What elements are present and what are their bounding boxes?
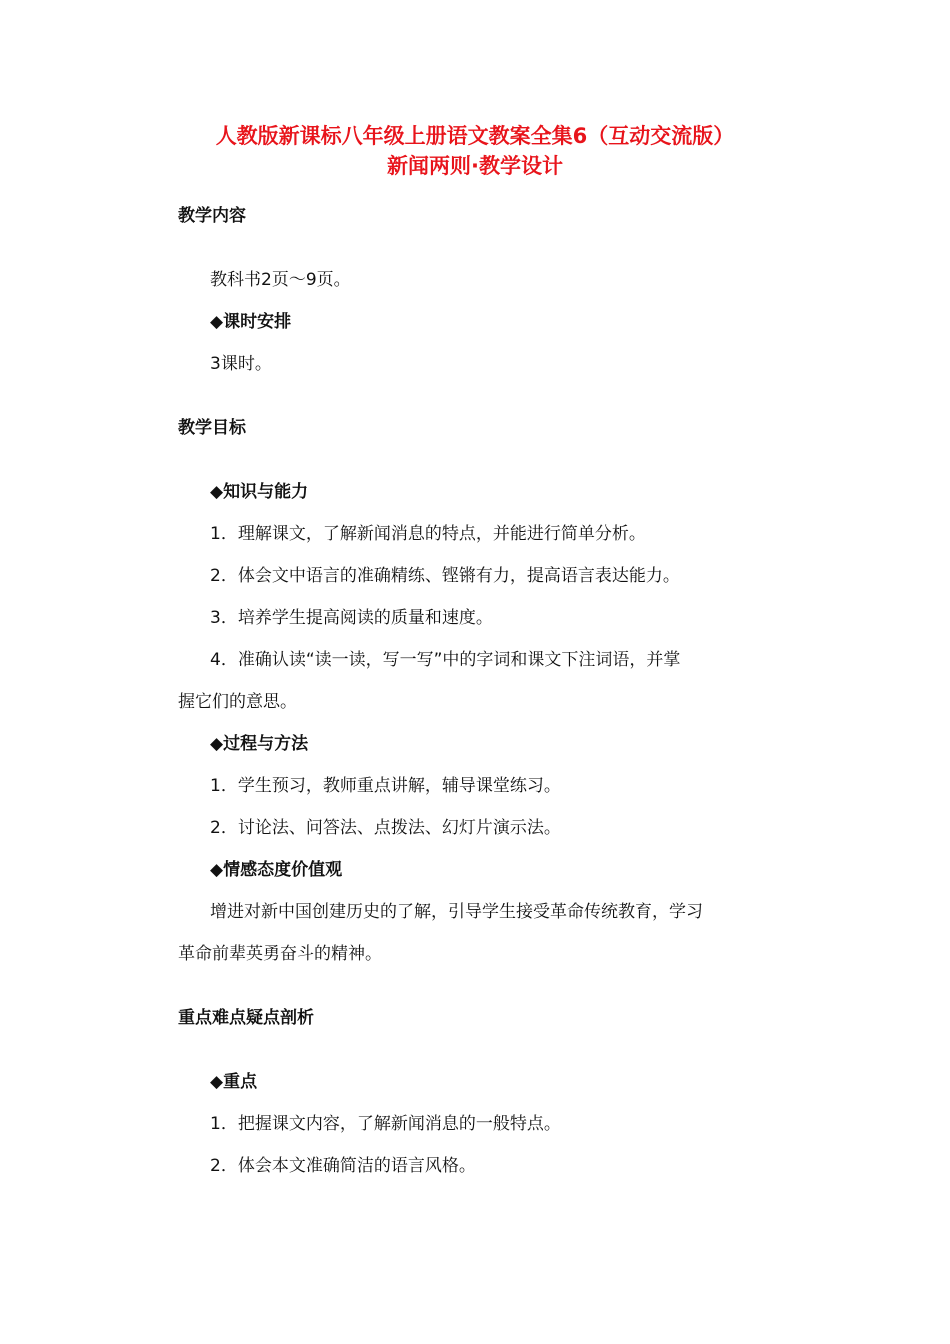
list-item: 4．准确认读“读一读，写一写”中的字词和课文下注词语，并掌 xyxy=(210,650,681,670)
list-item: 2．体会文中语言的准确精练、铿锵有力，提高语言表达能力。 xyxy=(210,566,680,586)
paragraph-line: 增进对新中国创建历史的了解，引导学生接受革命传统教育，学习 xyxy=(210,902,703,922)
list-item: 1．学生预习，教师重点讲解，辅导课堂练习。 xyxy=(210,776,561,796)
section-heading-content: 教学内容 xyxy=(178,206,246,226)
subheading-process: ◆过程与方法 xyxy=(210,734,309,754)
list-item: 2．讨论法、问答法、点拨法、幻灯片演示法。 xyxy=(210,818,561,838)
subheading-focus: ◆重点 xyxy=(210,1072,258,1092)
document-title: 人教版新课标八年级上册语文教案全集6（互动交流版） xyxy=(215,124,735,148)
content-text: 教科书2页～9页。 xyxy=(210,270,351,290)
subheading-schedule: ◆课时安排 xyxy=(210,312,292,332)
list-item: 3．培养学生提高阅读的质量和速度。 xyxy=(210,608,493,628)
list-item: 1．把握课文内容，了解新闻消息的一般特点。 xyxy=(210,1114,561,1134)
subheading-knowledge: ◆知识与能力 xyxy=(210,482,309,502)
list-item: 1．理解课文，了解新闻消息的特点，并能进行简单分析。 xyxy=(210,524,646,544)
paragraph-line: 革命前辈英勇奋斗的精神。 xyxy=(178,944,382,964)
section-heading-goals: 教学目标 xyxy=(178,418,246,438)
section-heading-keypoints: 重点难点疑点剖析 xyxy=(178,1008,314,1028)
subheading-emotion: ◆情感态度价值观 xyxy=(210,860,343,880)
list-item-continuation: 握它们的意思。 xyxy=(178,692,297,712)
schedule-text: 3课时。 xyxy=(210,354,272,374)
document-subtitle: 新闻两则·教学设计 xyxy=(387,154,563,178)
list-item: 2．体会本文准确简洁的语言风格。 xyxy=(210,1156,476,1176)
